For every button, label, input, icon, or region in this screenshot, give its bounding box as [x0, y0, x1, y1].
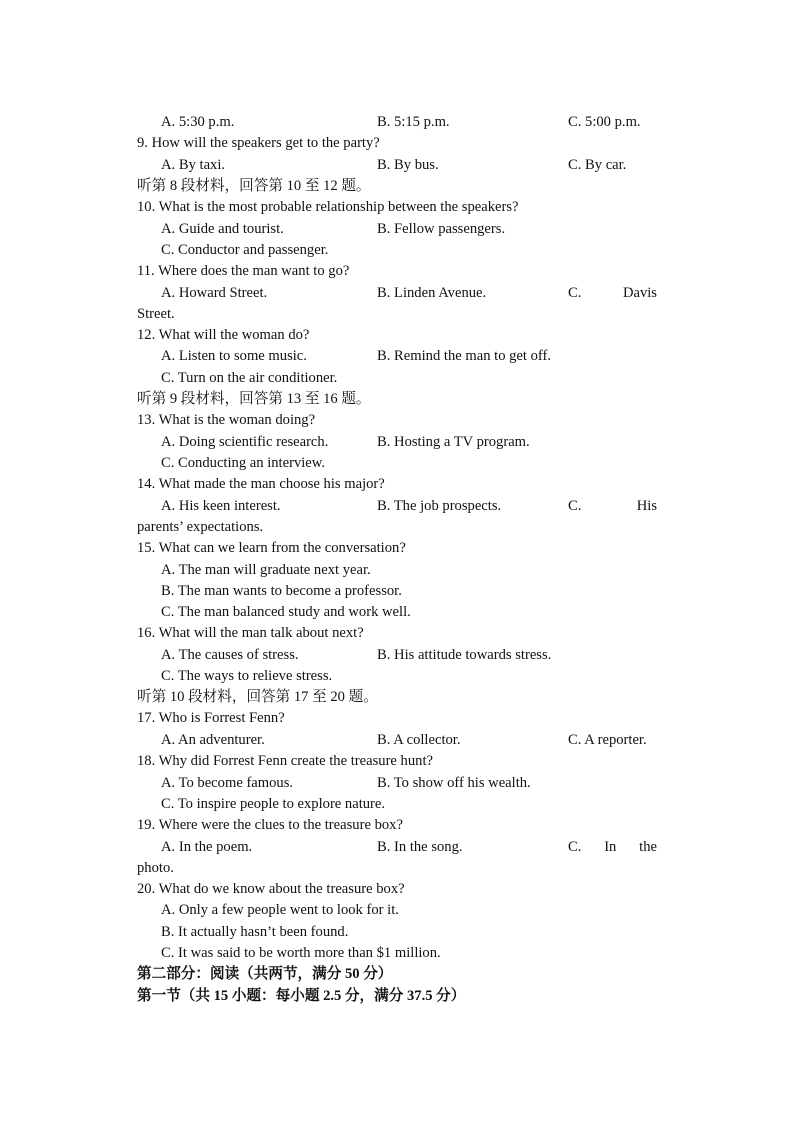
q14-option-c-continuation: parents’ expectations.: [137, 519, 264, 535]
q13-option-b: B. Hosting a TV program.: [377, 434, 530, 450]
q16-option-b: B. His attitude towards stress.: [377, 647, 552, 663]
q19-option-c-continuation: photo.: [137, 860, 174, 876]
part-2-heading: 第二部分：阅读（共两节，满分 50 分）: [137, 966, 393, 982]
q19-option-c-label: C.: [568, 839, 582, 855]
q11-option-c: [568, 284, 657, 302]
q10-stem: 10. What is the most probable relationship between the speakers?: [137, 199, 519, 215]
section-1-heading: 第一节（共 15 小题：每小题 2.5 分，满分 37.5 分）: [137, 988, 466, 1004]
q20-option-c: C. It was said to be worth more than $1 million.: [161, 945, 441, 961]
section-9-heading: 听第 9 段材料，回答第 13 至 16 题。: [137, 391, 371, 407]
q13-option-a: A. Doing scientific research.: [161, 434, 329, 450]
q17-option-b: B. A collector.: [377, 732, 461, 748]
q19-option-c: [568, 838, 657, 856]
q14-option-c-label: C.: [568, 498, 582, 514]
q19-option-c-word-2: the: [639, 839, 657, 855]
q8-option-a: A. 5:30 p.m.: [161, 114, 235, 130]
q13-option-c: C. Conducting an interview.: [161, 455, 326, 471]
q17-option-c: C. A reporter.: [568, 732, 647, 748]
q11-stem: 11. Where does the man want to go?: [137, 263, 350, 279]
q15-option-c: C. The man balanced study and work well.: [161, 604, 411, 620]
q12-stem: 12. What will the woman do?: [137, 327, 310, 343]
q14-option-b: B. The job prospects.: [377, 498, 502, 514]
q14-option-c: [568, 497, 657, 515]
q11-option-c-continuation: Street.: [137, 306, 175, 322]
q18-stem: 18. Why did Forrest Fenn create the treasure hunt?: [137, 753, 433, 769]
q11-option-c-label: C.: [568, 285, 582, 301]
q19-option-c-word-1: In: [604, 839, 617, 855]
q14-stem: 14. What made the man choose his major?: [137, 476, 385, 492]
q18-option-b: B. To show off his wealth.: [377, 775, 531, 791]
q10-option-b: B. Fellow passengers.: [377, 221, 506, 237]
q18-option-a: A. To become famous.: [161, 775, 294, 791]
q17-stem: 17. Who is Forrest Fenn?: [137, 710, 285, 726]
q16-option-c: C. The ways to relieve stress.: [161, 668, 333, 684]
q16-option-a: A. The causes of stress.: [161, 647, 299, 663]
q8-option-b: B. 5:15 p.m.: [377, 114, 450, 130]
q9-option-b: B. By bus.: [377, 157, 439, 173]
q11-option-c-word: Davis: [622, 285, 657, 301]
q18-option-c: C. To inspire people to explore nature.: [161, 796, 386, 812]
q20-option-a: A. Only a few people went to look for it.: [161, 902, 399, 918]
q9-option-a: A. By taxi.: [161, 157, 226, 173]
q15-option-b: B. The man wants to become a professor.: [161, 583, 402, 599]
q17-option-a: A. An adventurer.: [161, 732, 265, 748]
q9-stem: 9. How will the speakers get to the party?: [137, 135, 380, 151]
section-10-heading: 听第 10 段材料，回答第 17 至 20 题。: [137, 689, 378, 705]
q10-option-a: A. Guide and tourist.: [161, 221, 284, 237]
q20-stem: 20. What do we know about the treasure box?: [137, 881, 405, 897]
q12-option-a: A. Listen to some music.: [161, 348, 307, 364]
q15-stem: 15. What can we learn from the conversation?: [137, 540, 406, 556]
q14-option-c-word: His: [636, 498, 657, 514]
q8-option-c: C. 5:00 p.m.: [568, 114, 641, 130]
q16-stem: 16. What will the man talk about next?: [137, 625, 364, 641]
q14-option-a: A. His keen interest.: [161, 498, 281, 514]
q15-option-a: A. The man will graduate next year.: [161, 562, 371, 578]
q19-option-b: B. In the song.: [377, 839, 463, 855]
q12-option-c: C. Turn on the air conditioner.: [161, 370, 338, 386]
q20-option-b: B. It actually hasn’t been found.: [161, 924, 349, 940]
q11-option-a: A. Howard Street.: [161, 285, 268, 301]
section-8-heading: 听第 8 段材料，回答第 10 至 12 题。: [137, 178, 371, 194]
q12-option-b: B. Remind the man to get off.: [377, 348, 552, 364]
q11-option-b: B. Linden Avenue.: [377, 285, 487, 301]
q13-stem: 13. What is the woman doing?: [137, 412, 316, 428]
q10-option-c: C. Conductor and passenger.: [161, 242, 329, 258]
q9-option-c: C. By car.: [568, 157, 627, 173]
q19-stem: 19. Where were the clues to the treasure box?: [137, 817, 403, 833]
q19-option-a: A. In the poem.: [161, 839, 253, 855]
